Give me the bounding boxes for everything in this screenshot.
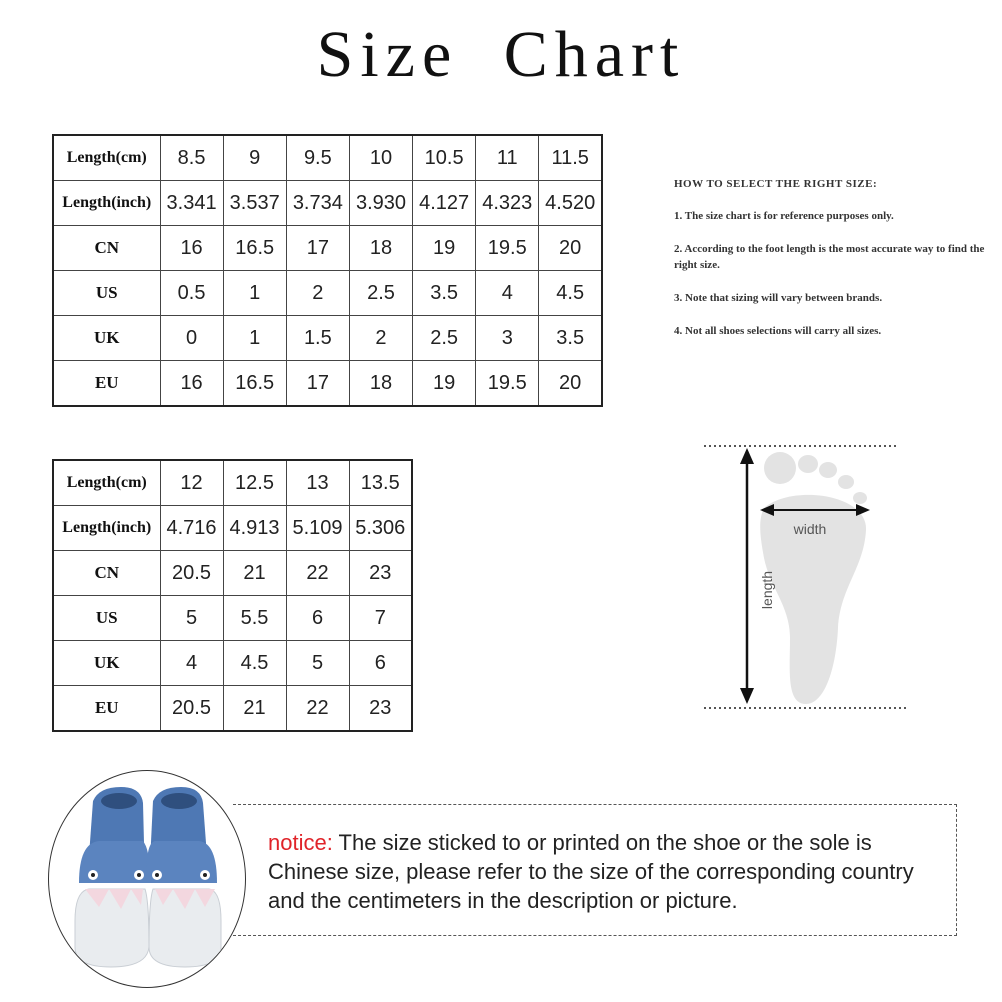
how-to-heading: HOW TO SELECT THE RIGHT SIZE: (674, 178, 878, 190)
size-table-large-row (53, 641, 412, 686)
size-table-small-row (53, 361, 602, 407)
size-table-small-cell: 0.5 (160, 271, 223, 316)
size-table-small-cell: 3.341 (160, 181, 223, 226)
size-table-small (52, 134, 603, 407)
notice-label: notice: (268, 830, 333, 855)
tip-2: 2. According to the foot length is the most accurate way to find the right size. (674, 243, 985, 271)
size-table-large-cell: 5.5 (223, 596, 286, 641)
size-table-large-cell: 7 (349, 596, 412, 641)
size-table-small-cell: 2.5 (349, 271, 412, 316)
size-table-large-row-label: CN (53, 551, 160, 596)
size-table-small-cell: 9.5 (286, 135, 349, 181)
size-table-small-row (53, 135, 602, 181)
size-table-small-row (53, 181, 602, 226)
notice-text (268, 828, 948, 915)
size-table-large-cell: 5.109 (286, 506, 349, 551)
size-table-small-row-label: UK (53, 316, 160, 361)
size-table-large-row (53, 506, 412, 551)
size-table-small-row (53, 226, 602, 271)
size-table-small-cell: 20 (539, 226, 602, 271)
size-table-small-cell: 16 (160, 226, 223, 271)
size-table-small-cell: 4.520 (539, 181, 602, 226)
page-title: Size Chart (316, 18, 686, 91)
size-table-small-cell: 2.5 (413, 316, 476, 361)
size-table-small-cell: 18 (349, 361, 412, 407)
size-table-small-cell: 19 (413, 226, 476, 271)
size-table-small-row (53, 271, 602, 316)
width-label: width (793, 521, 827, 537)
size-table-small-cell: 1 (223, 316, 286, 361)
size-table-small-cell: 3.537 (223, 181, 286, 226)
length-arrow-down-icon (740, 688, 754, 704)
tip-3: 3. Note that sizing will vary between brands. (674, 292, 883, 304)
size-table-small-row-label: US (53, 271, 160, 316)
size-table-small-cell: 8.5 (160, 135, 223, 181)
size-table-small-cell: 11 (476, 135, 539, 181)
size-table-large-cell: 12 (160, 460, 223, 506)
size-table-large-cell: 6 (349, 641, 412, 686)
size-table-small-row (53, 316, 602, 361)
size-table-large-cell: 23 (349, 551, 412, 596)
size-table-small-cell: 16.5 (223, 226, 286, 271)
size-table-small-cell: 3.734 (286, 181, 349, 226)
size-table-small-body (53, 135, 602, 406)
size-table-small-row-label: Length(cm) (53, 135, 160, 181)
size-table-large-cell: 21 (223, 686, 286, 732)
size-table-small-cell: 17 (286, 226, 349, 271)
size-table-large-body (53, 460, 412, 731)
tip-4: 4. Not all shoes selections will carry all sizes. (674, 325, 882, 337)
size-table-large-row-label: US (53, 596, 160, 641)
size-table-large-cell: 21 (223, 551, 286, 596)
shoe-photo (48, 770, 246, 988)
length-label: length (759, 570, 775, 610)
foot-measure-diagram (700, 438, 910, 718)
size-table-small-cell: 4.127 (413, 181, 476, 226)
size-table-small-cell: 1 (223, 271, 286, 316)
size-table-small-cell: 11.5 (539, 135, 602, 181)
size-table-large-row-label: EU (53, 686, 160, 732)
tip-1: 1. The size chart is for reference purposes only. (674, 210, 894, 222)
size-table-small-cell: 0 (160, 316, 223, 361)
size-table-small-cell: 2 (349, 316, 412, 361)
width-arrow-right-icon (856, 504, 870, 516)
size-table-small-cell: 4.323 (476, 181, 539, 226)
size-table-large-cell: 12.5 (223, 460, 286, 506)
size-table-large-cell: 13 (286, 460, 349, 506)
size-table-large-cell: 4.716 (160, 506, 223, 551)
size-table-small-cell: 4.5 (539, 271, 602, 316)
size-table-large-cell: 4.5 (223, 641, 286, 686)
size-table-small-cell: 4 (476, 271, 539, 316)
size-table-large-cell: 5 (160, 596, 223, 641)
notice-body: The size sticked to or printed on the shoe or the sole is Chinese size, please refer to the size of the corresponding country and the centimeters in the description or picture. (268, 830, 914, 913)
size-table-small-cell: 9 (223, 135, 286, 181)
how-to-select-panel (674, 176, 994, 356)
size-table-large-cell: 4 (160, 641, 223, 686)
size-table-small-cell: 10.5 (413, 135, 476, 181)
size-table-small-cell: 3 (476, 316, 539, 361)
size-table-small-row-label: Length(inch) (53, 181, 160, 226)
length-arrow-up-icon (740, 448, 754, 464)
size-table-small-cell: 17 (286, 361, 349, 407)
size-table-large (52, 459, 413, 732)
baby-shoes-icon (49, 771, 245, 987)
size-table-large-cell: 6 (286, 596, 349, 641)
size-table-large-cell: 5 (286, 641, 349, 686)
size-table-large-cell: 5.306 (349, 506, 412, 551)
size-table-large-cell: 13.5 (349, 460, 412, 506)
size-table-small-cell: 19 (413, 361, 476, 407)
size-table-large-row-label: UK (53, 641, 160, 686)
size-table-large-cell: 20.5 (160, 686, 223, 732)
size-table-small-cell: 16 (160, 361, 223, 407)
size-table-small-cell: 1.5 (286, 316, 349, 361)
foot-silhouette-icon (760, 452, 867, 704)
size-table-large-row (53, 596, 412, 641)
size-table-large-row (53, 686, 412, 732)
size-table-small-cell: 16.5 (223, 361, 286, 407)
size-table-small-cell: 20 (539, 361, 602, 407)
size-table-small-row-label: EU (53, 361, 160, 407)
size-table-large-row-label: Length(inch) (53, 506, 160, 551)
size-table-small-cell: 2 (286, 271, 349, 316)
size-table-large-cell: 4.913 (223, 506, 286, 551)
size-table-small-row-label: CN (53, 226, 160, 271)
size-table-small-cell: 19.5 (476, 226, 539, 271)
size-table-large-row (53, 551, 412, 596)
size-table-small-cell: 3.930 (349, 181, 412, 226)
size-table-small-cell: 3.5 (539, 316, 602, 361)
size-table-small-cell: 19.5 (476, 361, 539, 407)
size-table-large-row-label: Length(cm) (53, 460, 160, 506)
size-table-small-cell: 3.5 (413, 271, 476, 316)
size-table-large-cell: 23 (349, 686, 412, 732)
size-table-large-cell: 22 (286, 686, 349, 732)
size-table-small-cell: 18 (349, 226, 412, 271)
size-table-large-row (53, 460, 412, 506)
size-table-small-cell: 10 (349, 135, 412, 181)
size-table-large-cell: 20.5 (160, 551, 223, 596)
size-table-large-cell: 22 (286, 551, 349, 596)
